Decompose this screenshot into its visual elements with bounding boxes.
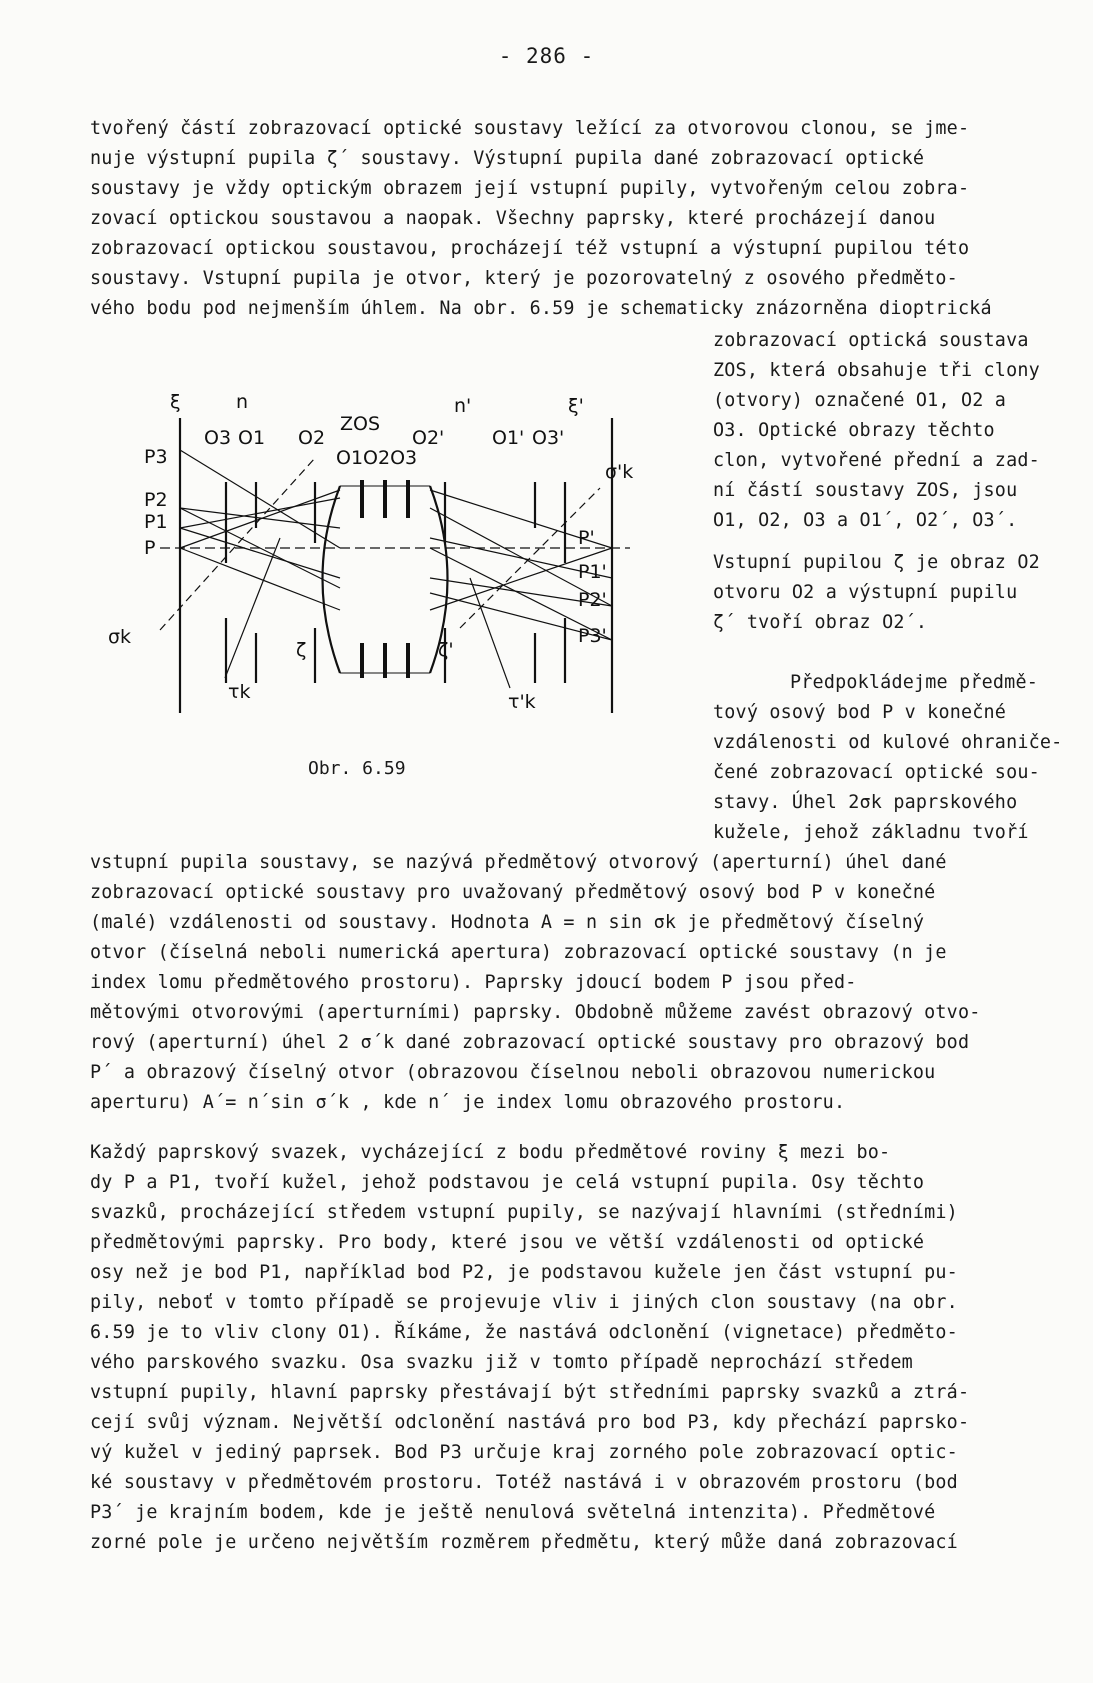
side-text-line: stavy. Úhel 2σk paprskového [713, 792, 1018, 813]
label-p: P [144, 537, 156, 559]
side-text-line: ZOS, která obsahuje tři clony [713, 360, 1040, 381]
text-line: vého parskového svazku. Osa svazku již v tomto případě neprochází středem [90, 1352, 913, 1373]
text-line: P3´ je krajním bodem, kde je ještě nenulová světelná intenzita). Předmětové [90, 1502, 936, 1523]
text-line: nuje výstupní pupila ζ´ soustavy. Výstupní pupila dané zobrazovací optické [90, 148, 925, 169]
label-o3p: O3' [532, 427, 565, 449]
label-p1: P1 [144, 511, 168, 533]
label-pp: P' [578, 527, 595, 549]
side-text-line: otvoru O2 a výstupní pupilu [713, 582, 1018, 603]
label-n: n [236, 391, 249, 413]
label-zeta: ζ [296, 639, 307, 661]
text-line: svazků, procházející středem vstupní pupily, se nazývají hlavními (středními) [90, 1202, 958, 1223]
side-text-line: kužele, jehož základnu tvoří [713, 822, 1029, 843]
text-line: tvořený částí zobrazovací optické soustavy ležící za otvorovou clonou, se jme- [90, 118, 970, 139]
text-line: rový (aperturní) úhel 2 σ´k dané zobrazovací optické soustavy pro obrazový bod [90, 1032, 970, 1053]
text-line: otvor (číselná neboli numerická apertura) zobrazovací optické soustavy (n je [90, 942, 947, 963]
label-p3p: P3' [578, 625, 607, 647]
text-line: ké soustavy v předmětovém prostoru. Totéž nastává i v obrazovém prostoru (bod [90, 1472, 958, 1493]
figure-caption: Obr. 6.59 [308, 758, 406, 779]
label-zeta-p: ζ' [438, 639, 454, 661]
page-number: - 286 - [498, 44, 595, 68]
text-line: soustavy. Vstupní pupila je otvor, který je pozorovatelný z osového předměto- [90, 268, 958, 289]
side-text-line: O1, O2, O3 a O1´, O2´, O3´. [713, 510, 1018, 531]
text-line: (malé) vzdálenosti od soustavy. Hodnota A = n sin σk je předmětový číselný [90, 912, 925, 933]
text-line: pily, neboť v tomto případě se projevuje vliv i jiných clon soustavy (na obr. [90, 1292, 958, 1313]
label-p2p: P2' [578, 589, 607, 611]
label-o1p: O1' [492, 427, 525, 449]
text-line: P´ a obrazový číselný otvor (obrazovou číselnou neboli obrazovou numerickou [90, 1062, 936, 1083]
label-n-prime: n' [454, 395, 472, 417]
label-tau-k: τk [228, 681, 251, 703]
text-line: cejí svůj význam. Největší odclonění nastává pro bod P3, kdy přechází paprsko- [90, 1412, 970, 1433]
text-line: vého bodu pod nejmenším úhlem. Na obr. 6.59 je schematicky znázorněna dioptrická [90, 298, 992, 319]
text-line: zobrazovací optickou soustavou, procházejí též vstupní a výstupní pupilou této [90, 238, 970, 259]
text-line: předmětovými paprsky. Pro body, které jsou ve větší vzdálenosti od optické [90, 1232, 925, 1253]
label-o1: O1 [238, 427, 266, 449]
text-line: dy P a P1, tvoří kužel, jehož podstavou je celá vstupní pupila. Osy těchto [90, 1172, 925, 1193]
label-stops: O1O2O3 [336, 447, 418, 469]
label-o2: O2 [298, 427, 326, 449]
label-sigma-k: σk [108, 626, 132, 648]
text-line: zovací optickou soustavou a naopak. Všechny paprsky, které procházejí danou [90, 208, 936, 229]
side-text-line: vzdálenosti od kulové ohraniče- [713, 732, 1063, 753]
label-zos: ZOS [340, 413, 381, 435]
label-p1p: P1' [578, 561, 607, 583]
text-line: vstupní pupila soustavy, se nazývá předmětový otvorový (aperturní) úhel dané [90, 852, 947, 873]
text-line: zobrazovací optické soustavy pro uvažovaný předmětový osový bod P v konečné [90, 882, 936, 903]
side-text-line: O3. Optické obrazy těchto [713, 420, 995, 441]
side-text-line: (otvory) označené O1, O2 a [713, 390, 1007, 411]
text-line: mětovými otvorovými (aperturními) paprsky. Obdobně můžeme zavést obrazový otvo- [90, 1002, 981, 1023]
label-sigma-kp: σ'k [605, 461, 634, 483]
text-line: zorné pole je určeno největším rozměrem předmětu, který může daná zobrazovací [90, 1532, 958, 1553]
text-line: osy než je bod P1, například bod P2, je podstavou kužele jen část vstupní pu- [90, 1262, 958, 1283]
side-text-line: tový osový bod P v konečné [713, 702, 1007, 723]
optical-diagram [100, 378, 690, 748]
label-o3: O3 [204, 427, 232, 449]
side-text-line: Předpokládejme předmě- [790, 672, 1038, 693]
side-text-line: ní částí soustavy ZOS, jsou [713, 480, 1018, 501]
side-text-line: čené zobrazovací optické sou- [713, 762, 1040, 783]
label-xi-prime: ξ' [568, 395, 584, 417]
text-line: aperturu) A´= n´sin σ´k , kde n´ je index lomu obrazového prostoru. [90, 1092, 846, 1113]
text-line: Každý paprskový svazek, vycházející z bodu předmětové roviny ξ mezi bo- [90, 1142, 891, 1163]
label-o2p: O2' [412, 427, 445, 449]
side-text-line: clon, vytvořené přední a zad- [713, 450, 1040, 471]
side-text-line: Vstupní pupilou ζ je obraz O2 [713, 552, 1040, 573]
side-text-line: ζ´ tvoří obraz O2´. [713, 612, 928, 633]
text-line: soustavy je vždy optickým obrazem její vstupní pupily, vytvořeným celou zobra- [90, 178, 970, 199]
label-xi: ξ [170, 391, 181, 413]
label-p2: P2 [144, 489, 168, 511]
text-line: vstupní pupily, hlavní paprsky přestávají být středními paprsky svazků a ztrá- [90, 1382, 970, 1403]
side-text-line: zobrazovací optická soustava [713, 330, 1029, 351]
text-line: 6.59 je to vliv clony O1). Říkáme, že nastává odclonění (vignetace) předměto- [90, 1322, 958, 1343]
label-p3: P3 [144, 446, 168, 468]
label-tau-kp: τ'k [508, 691, 536, 713]
text-line: index lomu předmětového prostoru). Paprsky jdoucí bodem P jsou před- [90, 972, 857, 993]
text-line: vý kužel v jediný paprsek. Bod P3 určuje kraj zorného pole zobrazovací optic- [90, 1442, 958, 1463]
